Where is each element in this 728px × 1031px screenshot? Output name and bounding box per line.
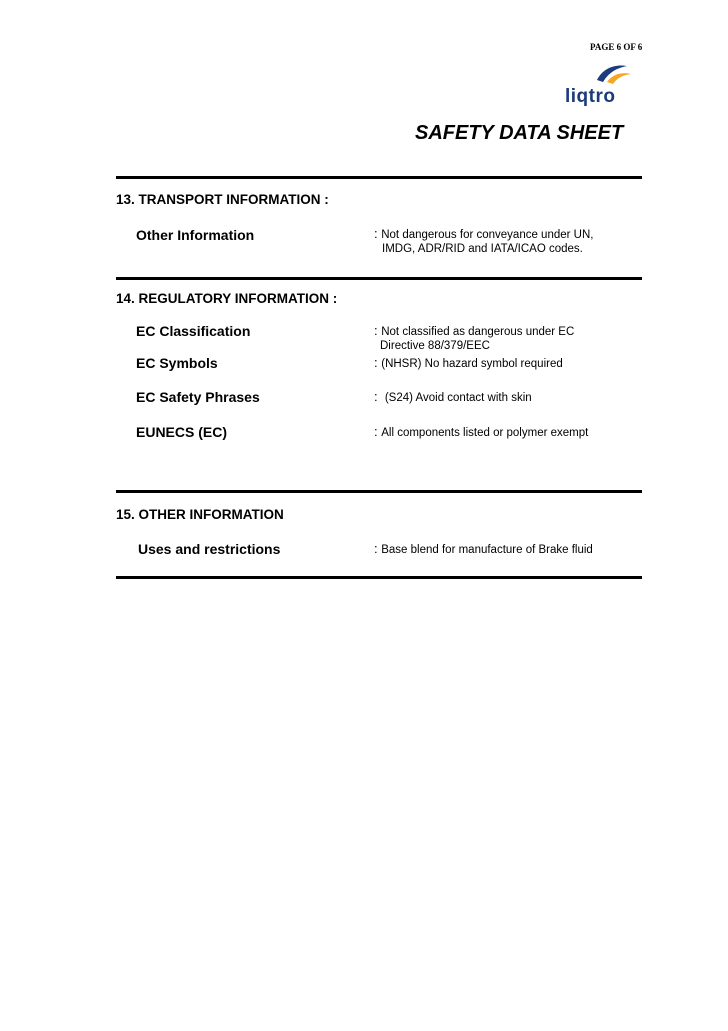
section-divider [116,576,642,579]
field-value-other-information: : Not dangerous for conveyance under UN, IMDG, ADR/RID and IATA/ICAO codes. [374,226,594,255]
section-heading-other-information: 15. OTHER INFORMATION [116,507,284,522]
section-divider [116,176,642,179]
field-value-ec-classification: : Not classified as dangerous under EC Directive 88/379/EEC [374,323,575,352]
field-value-uses-and-restrictions: : Base blend for manufacture of Brake fluid [374,541,593,556]
field-label-ec-symbols: EC Symbols [136,355,218,371]
field-label-ec-safety-phrases: EC Safety Phrases [136,389,260,405]
document-title: SAFETY DATA SHEET [415,122,624,144]
section-divider [116,490,642,493]
section-divider [116,277,642,280]
section-heading-transport: 13. TRANSPORT INFORMATION : [116,192,329,207]
field-label-ec-classification: EC Classification [136,323,251,339]
logo-text: liqtro [565,86,616,107]
company-logo [565,62,635,108]
field-value-ec-safety-phrases: : (S24) Avoid contact with skin [374,389,532,404]
section-heading-regulatory: 14. REGULATORY INFORMATION : [116,291,338,306]
field-label-uses-and-restrictions: Uses and restrictions [138,541,281,557]
field-value-ec-symbols: : (NHSR) No hazard symbol required [374,355,563,370]
page-number: PAGE 6 OF 6 [590,42,643,52]
field-label-eunecs: EUNECS (EC) [136,424,228,440]
field-label-other-information: Other Information [136,227,255,243]
field-value-eunecs: : All components listed or polymer exempt [374,424,589,439]
logo-swoosh-icon [593,62,633,88]
